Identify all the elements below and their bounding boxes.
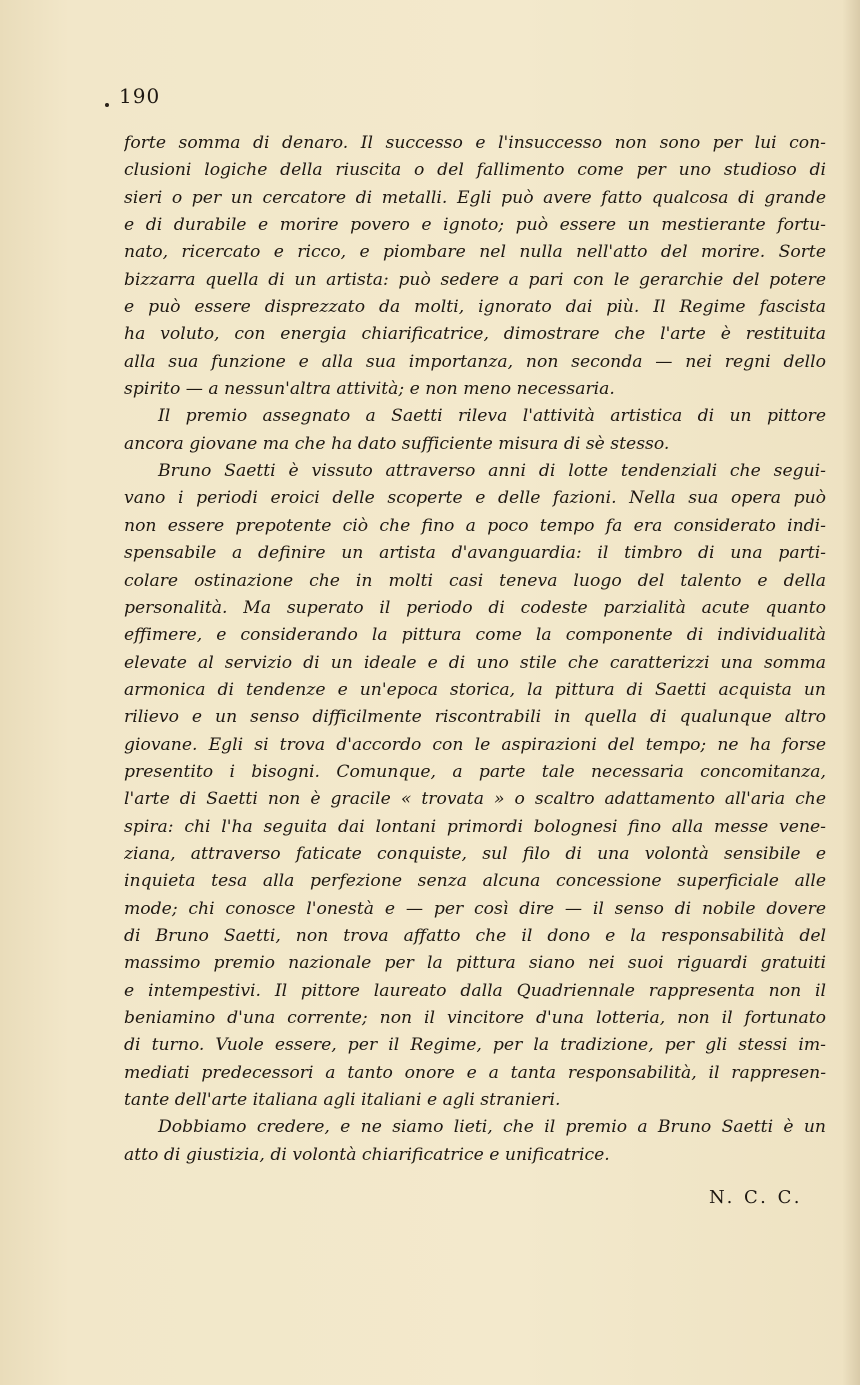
text-line: effimere, e considerando la pittura come la componente di individualità (124, 625, 826, 646)
page-number: 190 (119, 84, 161, 108)
author-initials: N. C. C. (709, 1187, 803, 1208)
text-line: ziana, attraverso faticate conquiste, sul filo di una volontà sensibile e (124, 843, 826, 864)
text-line: mediati predecessori a tanto onore e a tanta responsabilità, il rappresen- (124, 1062, 826, 1083)
text-line: presentito i bisogni. Comunque, a parte tale necessaria concomitanza, (124, 761, 826, 782)
text-line: rilievo e un senso difficilmente riscontrabili in quella di qualunque altro (124, 707, 826, 728)
text-line: mode; chi conosce l'onestà e — per così dire — il senso di nobile dovere (124, 898, 826, 919)
text-line: beniamino d'una corrente; non il vincitore d'una lotteria, non il fortunato (124, 1008, 826, 1028)
text-line: l'arte di Saetti non è gracile « trovata » o scaltro adattamento all'aria che (124, 789, 826, 810)
text-line: non essere prepotente ciò che fino a poco tempo fa era considerato indi- (124, 515, 826, 536)
text-line: bizzarra quella di un artista: può sedere a pari con le gerarchie del potere (124, 269, 826, 290)
text-line: ancora giovane ma che ha dato sufficiente misura di sè stesso. (124, 433, 670, 454)
text-line: e intempestivi. Il pittore laureato dalla Quadriennale rappresenta non il (124, 980, 826, 1001)
text-line: di Bruno Saetti, non trova affatto che il dono e la responsabilità del (124, 925, 826, 946)
text-line: spensabile a definire un artista d'avanguardia: il timbro di una parti- (124, 543, 826, 564)
text-line: inquieta tesa alla perfezione senza alcuna concessione superficiale alle (124, 871, 826, 892)
text-line: elevate al servizio di un ideale e di uno stile che caratterizzi una somma (124, 652, 826, 673)
text-line: spirito — a nessun'altra attività; e non meno necessaria. (124, 379, 615, 400)
text-line: alla sua funzione e alla sua importanza, non seconda — nei regni dello (124, 351, 826, 372)
text-line: e di durabile e morire povero e ignoto; può essere un mestierante fortu- (124, 215, 826, 236)
text-line: sieri o per un cercatore di metalli. Egli può avere fatto qualcosa di grande (124, 187, 826, 208)
text-line: colare ostinazione che in molti casi teneva luogo del talento e della (124, 570, 826, 591)
text-line: giovane. Egli si trova d'accordo con le aspirazioni del tempo; ne ha forse (124, 734, 826, 755)
text-line: Dobbiamo credere, e ne siamo lieti, che il premio a Bruno Saetti è un (158, 1117, 826, 1138)
text-line: forte somma di denaro. Il successo e l'insuccesso non sono per lui con- (124, 133, 826, 153)
text-line: di turno. Vuole essere, per il Regime, per la tradizione, per gli stessi im- (124, 1035, 826, 1056)
text-line: tante dell'arte italiana agli italiani e agli stranieri. (124, 1090, 561, 1111)
page-edge-shadow (842, 0, 860, 1385)
text-line: e può essere disprezzato da molti, ignorato dai più. Il Regime fascista (124, 297, 826, 318)
text-line: atto di giustizia, di volontà chiarificatrice e unificatrice. (124, 1144, 610, 1165)
text-line: clusioni logiche della riuscita o del fallimento come per uno studioso di (124, 160, 826, 181)
text-line: Bruno Saetti è vissuto attraverso anni di lotte tendenziali che segui- (158, 461, 826, 482)
text-line: spira: chi l'ha seguita dai lontani primordi bolognesi fino alla messe vene- (124, 816, 826, 837)
text-line: personalità. Ma superato il periodo di codeste parzialità acute quanto (124, 597, 826, 618)
text-line: armonica di tendenze e un'epoca storica, la pittura di Saetti acquista un (124, 679, 826, 700)
text-line: ha voluto, con energia chiarificatrice, dimostrare che l'arte è restituita (124, 324, 826, 345)
text-line: massimo premio nazionale per la pittura siano nei suoi riguardi gratuiti (124, 953, 826, 974)
text-line: Il premio assegnato a Saetti rileva l'attività artistica di un pittore (158, 406, 826, 427)
body-text (124, 130, 826, 1169)
text-line: nato, ricercato e ricco, e piombare nel nulla nell'atto del morire. Sorte (124, 242, 826, 263)
text-line: vano i periodi eroici delle scoperte e delle fazioni. Nella sua opera può (124, 488, 826, 509)
